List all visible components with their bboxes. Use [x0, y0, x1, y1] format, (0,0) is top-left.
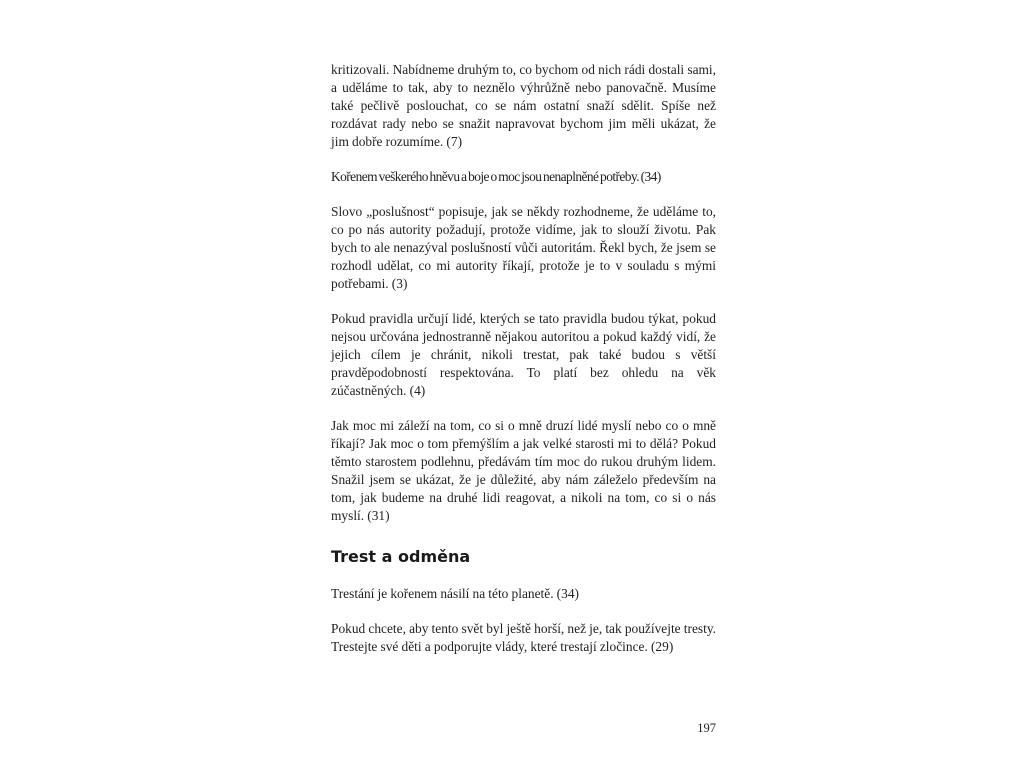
paragraph: Trestání je kořenem násilí na této planetě. (34) — [331, 586, 579, 601]
book-page-text — [331, 61, 716, 673]
section-heading: Trest a odměna — [331, 547, 471, 566]
paragraph: Pokud chcete, aby tento svět byl ještě horší, než je, tak používejte tresty. Trestejte své děti a podporujte vlády, které trestají zločince. (29) — [331, 621, 716, 654]
paragraph: Kořenem veškerého hněvu a boje o moc jsou nenaplněné potřeby. (34) — [331, 169, 661, 184]
paragraph: kritizovali. Nabídneme druhým to, co bychom od nich rádi dostali sami, a uděláme to tak, aby to neznělo výhrůžně nebo panovačně. Musíme také pečlivě poslouchat, co se nám ostatní snaží sdělit. Spíše než rozdávat rady nebo se snažit napravovat bychom jim měli ukázat, že jim dobře rozumíme. (7) — [331, 62, 716, 149]
page-number: 197 — [697, 721, 716, 735]
paragraph: Jak moc mi záleží na tom, co si o mně druzí lidé myslí nebo co o mně říkají? Jak moc o tom přemýšlím a jak velké starosti mi to dělá? Pokud těmto starostem podlehnu, předávám tím moc do rukou druhým lidem. Snažil jsem se ukázat, že je důležité, aby nám záleželo především na tom, jak budeme na druhé lidi reagovat, a nikoli na tom, co si o nás myslí. (31) — [331, 418, 716, 523]
paragraph: Slovo „poslušnost“ popisuje, jak se někdy rozhodneme, že uděláme to, co po nás autority požadují, protože vidíme, jak to slouží životu. Pak bych to ale nenazýval poslušností vůči autoritám. Řekl bych, že jsem se rozhodl udělat, co mi autority říkají, protože je to v souladu s mými potřebami. (3) — [331, 204, 716, 291]
paragraph: Pokud pravidla určují lidé, kterých se tato pravidla budou týkat, pokud nejsou určována jednostranně nějakou autoritou a pokud každý vidí, že jejich cílem je chránit, nikoli trestat, pak také budou s větší pravděpodobností respektována. To platí bez ohledu na věk zúčastněných. (4) — [331, 311, 716, 398]
